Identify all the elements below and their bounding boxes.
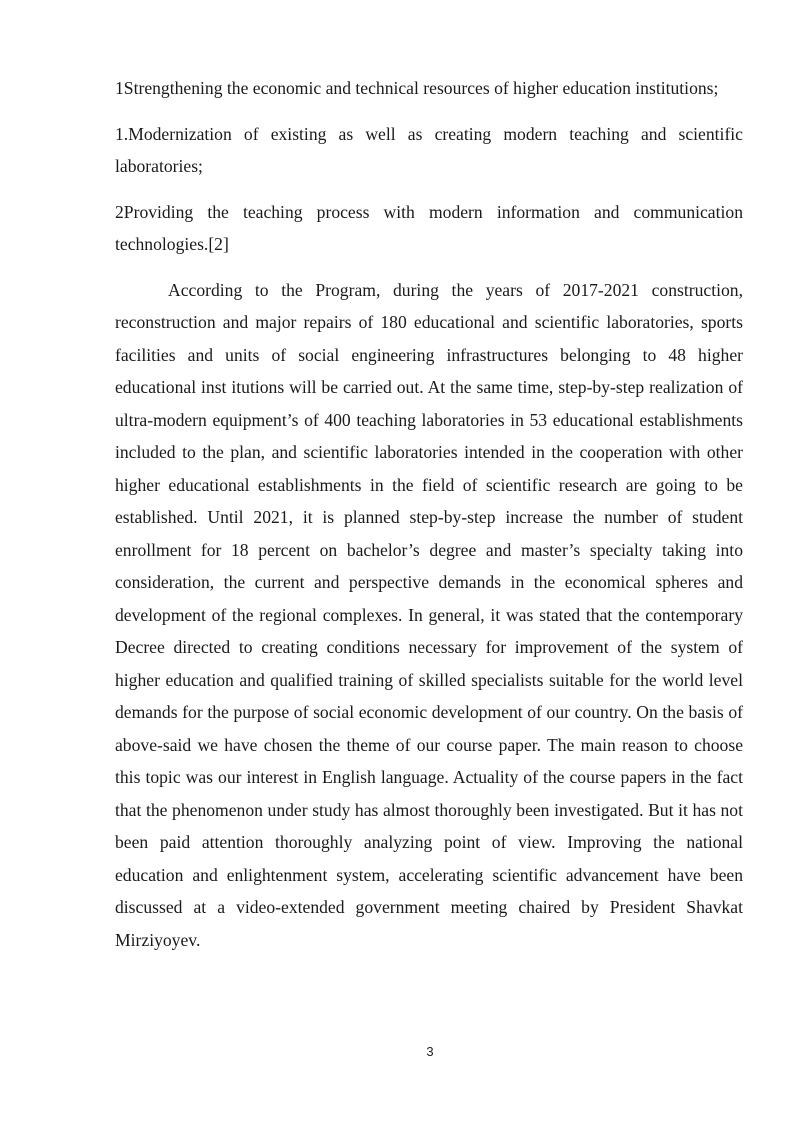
page-content: [115, 72, 743, 956]
list-item-technologies: 2Providing the teaching process with modern information and communication technologies.[2]: [115, 201, 743, 254]
page-number: 3: [426, 1044, 434, 1059]
body-paragraph: According to the Program, during the years of 2017-2021 construction, reconstruction and major repairs of 180 educational and scientific laboratories, sports facilities and units of social engineering infrastructures belonging to 48 higher educational inst itutions will be carried out. At the same time, step-by-step realization of ultra-modern equipment’s of 400 teaching laboratories in 53 educational establishments included to the plan, and scientific laboratories intended in the cooperation with other higher educational establishments in the field of scientific research are going to be established. Until 2021, it is planned step-by-step increase the number of student enrollment for 18 percent on bachelor’s degree and master’s specialty taking into consideration, the current and perspective demands in the economical spheres and development of the regional complexes. In general, it was stated that the contemporary Decree directed to creating conditions necessary for improvement of the system of higher education and qualified training of skilled specialists suitable for the world level demands for the purpose of social economic development of our country. On the basis of above-said we have chosen the theme of our course paper. The main reason to choose this topic was our interest in English language. Actuality of the course papers in the fact that the phenomenon under study has almost thoroughly been investigated. But it has not been paid attention thoroughly analyzing point of view. Improving the national education and enlightenment system, accelerating scientific advancement have been discussed at a video-extended government meeting chaired by President Shavkat Mirziyoyev.: [115, 279, 743, 950]
list-item-resources: 1Strengthening the economic and technical resources of higher education institutions;: [115, 78, 719, 98]
list-item-laboratories: 1.Modernization of existing as well as creating modern teaching and scientific laboratories;: [115, 123, 743, 176]
